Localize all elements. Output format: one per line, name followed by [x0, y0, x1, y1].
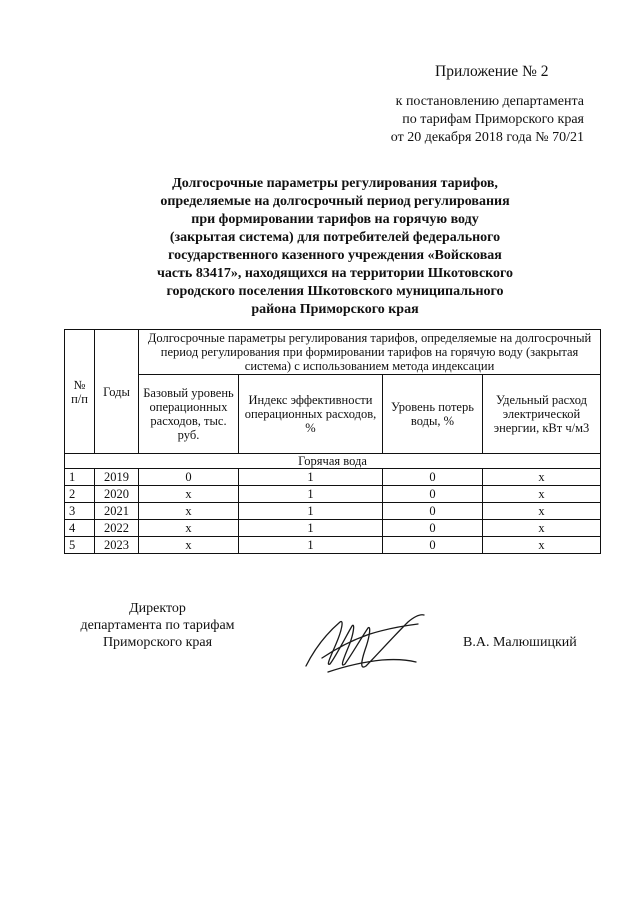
- title-line: района Приморского края: [251, 302, 419, 317]
- cell-year: 2019: [95, 469, 139, 486]
- title-line: Долгосрочные параметры регулирования тарифов,: [172, 176, 498, 191]
- position-line: департамента по тарифам: [80, 618, 235, 633]
- cell-year: 2022: [95, 520, 139, 537]
- cell-energy-consumption: x: [483, 469, 601, 486]
- position-line: Приморского края: [102, 635, 213, 650]
- cell-base-costs: x: [139, 537, 239, 554]
- document-title: [100, 175, 570, 319]
- cell-efficiency-index: 1: [239, 520, 383, 537]
- cell-base-costs: 0: [139, 469, 239, 486]
- table-row: [65, 486, 601, 503]
- cell-energy-consumption: x: [483, 537, 601, 554]
- cell-number: 4: [65, 520, 95, 537]
- cell-year: 2020: [95, 486, 139, 503]
- table-row: [65, 520, 601, 537]
- column-header-energy-consumption: Удельный расход электрической энергии, кВт ч/м3: [483, 375, 601, 454]
- parameters-table: [64, 329, 601, 554]
- title-line: часть 83417», находящихся на территории Шкотовского: [156, 266, 514, 281]
- cell-water-loss: 0: [383, 469, 483, 486]
- title-line: государственного казенного учреждения «Войсковая: [168, 248, 502, 263]
- table-row: [65, 537, 601, 554]
- handwritten-signature: [300, 600, 430, 690]
- cell-number: 3: [65, 503, 95, 520]
- section-header: Горячая вода: [65, 454, 601, 469]
- title-line: городского поселения Шкотовского муниципального: [166, 284, 504, 299]
- title-line: (закрытая система) для потребителей федерального: [169, 230, 501, 245]
- decree-reference-line: к постановлению департамента: [395, 94, 584, 109]
- title-line: при формировании тарифов на горячую воду: [191, 212, 479, 227]
- cell-base-costs: x: [139, 520, 239, 537]
- signatory-name: В.А. Малюшицкий: [463, 635, 577, 650]
- cell-year: 2021: [95, 503, 139, 520]
- table-row: [65, 503, 601, 520]
- cell-energy-consumption: x: [483, 520, 601, 537]
- column-header-efficiency-index: Индекс эффективности операционных расходов, %: [239, 375, 383, 454]
- cell-water-loss: 0: [383, 520, 483, 537]
- cell-water-loss: 0: [383, 537, 483, 554]
- cell-number: 2: [65, 486, 95, 503]
- appendix-label: Приложение № 2: [435, 63, 549, 80]
- column-header-number: № п/п: [65, 330, 95, 454]
- decree-reference: [391, 93, 584, 147]
- decree-reference-line: от 20 декабря 2018 года № 70/21: [390, 130, 584, 145]
- column-header-water-loss: Уровень потерь воды, %: [383, 375, 483, 454]
- cell-efficiency-index: 1: [239, 486, 383, 503]
- cell-water-loss: 0: [383, 486, 483, 503]
- column-header-year: Годы: [95, 330, 139, 454]
- cell-number: 5: [65, 537, 95, 554]
- column-header-base-costs: Базовый уровень операционных расходов, тыс. руб.: [139, 375, 239, 454]
- title-line: определяемые на долгосрочный период регулирования: [160, 194, 510, 209]
- cell-energy-consumption: x: [483, 486, 601, 503]
- decree-reference-line: по тарифам Приморского края: [402, 112, 584, 127]
- signatory-position: [70, 600, 245, 651]
- cell-efficiency-index: 1: [239, 469, 383, 486]
- cell-water-loss: 0: [383, 503, 483, 520]
- cell-base-costs: x: [139, 503, 239, 520]
- cell-number: 1: [65, 469, 95, 486]
- cell-energy-consumption: x: [483, 503, 601, 520]
- cell-year: 2023: [95, 537, 139, 554]
- group-header: Долгосрочные параметры регулирования тарифов, определяемые на долгосрочный период регулирования при формировании тарифов на горячую воду (закрытая система) с использованием метода индексации: [139, 330, 601, 375]
- cell-efficiency-index: 1: [239, 537, 383, 554]
- table-row: [65, 469, 601, 486]
- cell-base-costs: x: [139, 486, 239, 503]
- position-line: Директор: [129, 601, 186, 616]
- cell-efficiency-index: 1: [239, 503, 383, 520]
